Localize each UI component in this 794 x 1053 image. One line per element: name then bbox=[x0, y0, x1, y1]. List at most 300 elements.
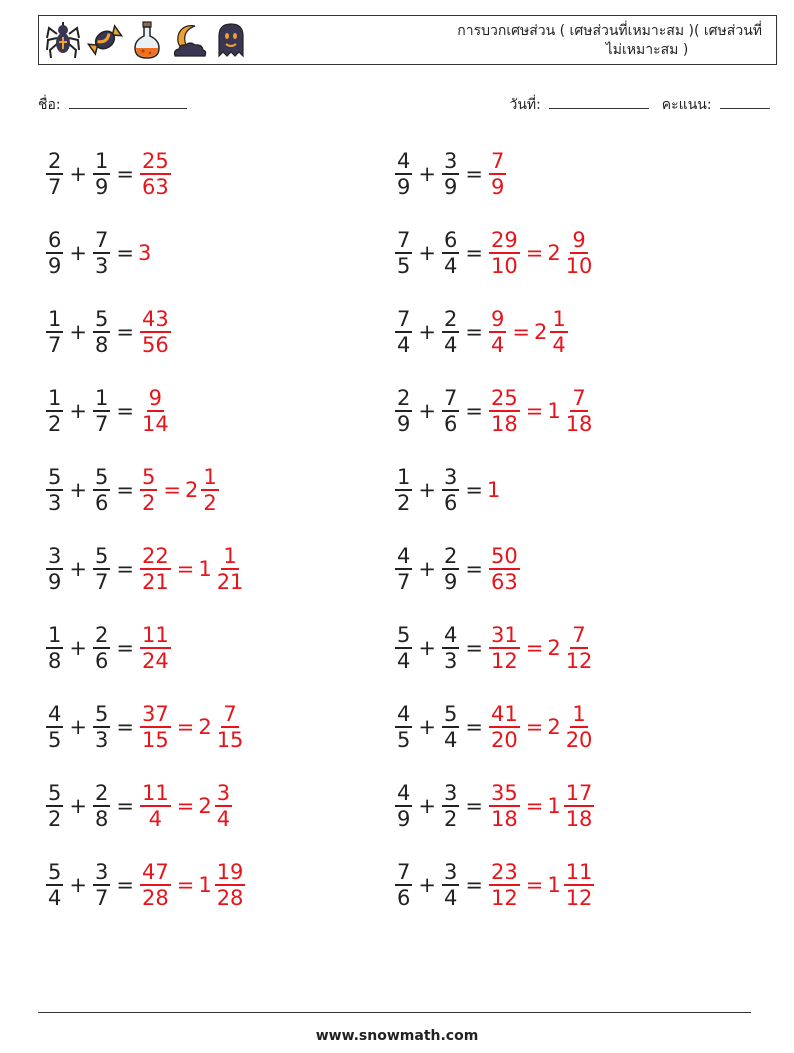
numerator: 2 bbox=[94, 781, 109, 805]
mixed-whole: 1 bbox=[547, 873, 561, 897]
addend-fraction bbox=[46, 781, 63, 831]
addend-fraction bbox=[46, 307, 63, 357]
denominator: 9 bbox=[48, 254, 62, 278]
numerator: 19 bbox=[216, 860, 244, 884]
denominator: 3 bbox=[94, 254, 109, 278]
denominator: 9 bbox=[397, 412, 411, 436]
addend-fraction bbox=[46, 860, 63, 910]
plus-sign: + bbox=[418, 873, 436, 897]
numerator: 1 bbox=[572, 702, 586, 726]
numerator: 1 bbox=[48, 307, 62, 331]
plus-sign: + bbox=[69, 241, 87, 265]
addend-fraction bbox=[442, 623, 459, 673]
denominator: 9 bbox=[48, 570, 62, 594]
answer-fraction bbox=[140, 465, 157, 515]
numerator: 23 bbox=[490, 860, 518, 884]
numerator: 1 bbox=[552, 307, 566, 331]
denominator: 2 bbox=[203, 491, 217, 515]
equals-sign: = bbox=[116, 873, 134, 897]
title-line-1: การบวกเศษส่วน ( เศษส่วนที่เหมาะสม )( เศษส่วนที่ bbox=[457, 23, 762, 39]
numerator: 11 bbox=[565, 860, 593, 884]
problem-item bbox=[44, 697, 247, 757]
denominator: 15 bbox=[141, 728, 169, 752]
denominator: 9 bbox=[397, 175, 411, 199]
numerator: 1 bbox=[48, 623, 62, 647]
addend-fraction bbox=[93, 307, 110, 357]
addend-fraction bbox=[442, 544, 459, 594]
addend-fraction bbox=[395, 860, 412, 910]
score-label: คะแนน: bbox=[661, 97, 712, 113]
worksheet-header bbox=[38, 15, 777, 65]
numerator: 5 bbox=[48, 465, 62, 489]
equals-sign: = bbox=[176, 557, 195, 581]
numerator: 5 bbox=[94, 465, 109, 489]
denominator: 4 bbox=[443, 886, 458, 910]
numerator: 1 bbox=[94, 149, 109, 173]
equals-sign: = bbox=[465, 162, 483, 186]
addend-fraction bbox=[395, 544, 412, 594]
numerator: 5 bbox=[94, 544, 109, 568]
numerator: 1 bbox=[397, 465, 411, 489]
numerator: 7 bbox=[572, 386, 586, 410]
score-blank[interactable] bbox=[720, 94, 770, 109]
addend-fraction bbox=[93, 228, 110, 278]
numerator: 3 bbox=[94, 860, 109, 884]
problem-item bbox=[393, 855, 596, 915]
addend-fraction bbox=[442, 386, 459, 436]
numerator: 11 bbox=[141, 781, 169, 805]
plus-sign: + bbox=[418, 320, 436, 344]
plus-sign: + bbox=[69, 399, 87, 423]
numerator: 2 bbox=[443, 307, 458, 331]
denominator: 7 bbox=[48, 333, 62, 357]
plus-sign: + bbox=[69, 794, 87, 818]
denominator: 8 bbox=[48, 649, 62, 673]
denominator: 4 bbox=[216, 807, 231, 831]
mixed-whole: 1 bbox=[547, 794, 561, 818]
answer-whole: 1 bbox=[486, 478, 501, 502]
denominator: 9 bbox=[94, 175, 109, 199]
equals-sign: = bbox=[512, 320, 530, 344]
numerator: 2 bbox=[48, 149, 62, 173]
mixed-fraction bbox=[564, 702, 595, 752]
footer-url: www.snowmath.com bbox=[315, 1028, 479, 1044]
mixed-fraction bbox=[564, 623, 595, 673]
denominator: 6 bbox=[94, 649, 109, 673]
mixed-whole: 1 bbox=[198, 557, 212, 581]
answer-fraction bbox=[489, 860, 520, 910]
mixed-whole: 2 bbox=[198, 794, 212, 818]
plus-sign: + bbox=[418, 794, 436, 818]
mixed-fraction bbox=[564, 386, 595, 436]
addend-fraction bbox=[442, 781, 459, 831]
answer-fraction bbox=[140, 307, 171, 357]
answer-fraction bbox=[140, 623, 171, 673]
moon-cloud-icon bbox=[171, 20, 207, 60]
addend-fraction bbox=[46, 465, 63, 515]
denominator: 63 bbox=[490, 570, 518, 594]
numerator: 3 bbox=[216, 781, 231, 805]
numerator: 25 bbox=[141, 149, 169, 173]
numerator: 37 bbox=[141, 702, 169, 726]
worksheet-title bbox=[392, 22, 762, 60]
equals-sign: = bbox=[465, 399, 483, 423]
equals-sign: = bbox=[116, 715, 134, 739]
numerator: 5 bbox=[443, 702, 458, 726]
mixed-fraction bbox=[215, 544, 246, 594]
addend-fraction bbox=[93, 544, 110, 594]
problem-item bbox=[393, 302, 570, 362]
denominator: 20 bbox=[490, 728, 518, 752]
equals-sign: = bbox=[116, 320, 134, 344]
numerator: 4 bbox=[397, 544, 411, 568]
denominator: 8 bbox=[94, 807, 109, 831]
addend-fraction bbox=[93, 386, 110, 436]
numerator: 6 bbox=[443, 228, 458, 252]
numerator: 4 bbox=[397, 781, 411, 805]
addend-fraction bbox=[93, 465, 110, 515]
denominator: 12 bbox=[565, 886, 593, 910]
addend-fraction bbox=[442, 860, 459, 910]
title-line-2: ไม่เหมาะสม ) bbox=[605, 42, 689, 58]
mixed-whole: 2 bbox=[184, 478, 199, 502]
numerator: 7 bbox=[443, 386, 458, 410]
plus-sign: + bbox=[418, 478, 436, 502]
addend-fraction bbox=[442, 307, 459, 357]
problem-item bbox=[393, 539, 522, 599]
numerator: 50 bbox=[490, 544, 518, 568]
denominator: 5 bbox=[397, 728, 411, 752]
numerator: 3 bbox=[443, 781, 458, 805]
numerator: 3 bbox=[443, 149, 458, 173]
addend-fraction bbox=[395, 149, 412, 199]
numerator: 7 bbox=[397, 307, 411, 331]
answer-fraction bbox=[489, 623, 520, 673]
numerator: 5 bbox=[141, 465, 156, 489]
addend-fraction bbox=[395, 307, 412, 357]
addend-fraction bbox=[395, 386, 412, 436]
addend-fraction bbox=[395, 623, 412, 673]
numerator: 35 bbox=[490, 781, 518, 805]
plus-sign: + bbox=[418, 241, 436, 265]
answer-fraction bbox=[489, 149, 506, 199]
denominator: 18 bbox=[490, 807, 518, 831]
denominator: 2 bbox=[443, 807, 458, 831]
addend-fraction bbox=[93, 149, 110, 199]
numerator: 22 bbox=[141, 544, 169, 568]
denominator: 8 bbox=[94, 333, 109, 357]
denominator: 4 bbox=[443, 254, 458, 278]
numerator: 25 bbox=[490, 386, 518, 410]
equals-sign: = bbox=[525, 715, 544, 739]
denominator: 9 bbox=[490, 175, 505, 199]
mixed-whole: 1 bbox=[198, 873, 212, 897]
denominator: 2 bbox=[48, 412, 62, 436]
plus-sign: + bbox=[418, 715, 436, 739]
numerator: 6 bbox=[48, 228, 62, 252]
mixed-whole: 2 bbox=[547, 241, 561, 265]
problem-item bbox=[44, 539, 247, 599]
numerator: 41 bbox=[490, 702, 518, 726]
numerator: 47 bbox=[141, 860, 169, 884]
equals-sign: = bbox=[465, 636, 483, 660]
numerator: 3 bbox=[48, 544, 62, 568]
answer-fraction bbox=[140, 149, 171, 199]
equals-sign: = bbox=[176, 715, 195, 739]
date-blank[interactable] bbox=[549, 94, 649, 109]
denominator: 2 bbox=[48, 807, 62, 831]
denominator: 7 bbox=[94, 886, 109, 910]
equals-sign: = bbox=[116, 636, 134, 660]
answer-fraction bbox=[489, 544, 520, 594]
mixed-fraction bbox=[564, 781, 595, 831]
problem-item bbox=[44, 776, 234, 836]
denominator: 6 bbox=[443, 491, 458, 515]
numerator: 17 bbox=[565, 781, 593, 805]
numerator: 11 bbox=[141, 623, 169, 647]
addend-fraction bbox=[395, 702, 412, 752]
mixed-whole: 1 bbox=[547, 399, 561, 423]
equals-sign: = bbox=[465, 873, 483, 897]
denominator: 12 bbox=[565, 649, 593, 673]
numerator: 43 bbox=[141, 307, 169, 331]
numerator: 7 bbox=[490, 149, 505, 173]
numerator: 4 bbox=[443, 623, 458, 647]
mixed-whole: 2 bbox=[547, 715, 561, 739]
denominator: 7 bbox=[94, 412, 109, 436]
numerator: 4 bbox=[397, 702, 411, 726]
addend-fraction bbox=[46, 544, 63, 594]
denominator: 10 bbox=[490, 254, 518, 278]
denominator: 21 bbox=[216, 570, 244, 594]
denominator: 4 bbox=[397, 333, 411, 357]
potion-icon bbox=[129, 20, 165, 60]
answer-fraction bbox=[489, 307, 506, 357]
numerator: 7 bbox=[94, 228, 109, 252]
denominator: 63 bbox=[141, 175, 169, 199]
numerator: 1 bbox=[223, 544, 237, 568]
denominator: 7 bbox=[94, 570, 109, 594]
equals-sign: = bbox=[465, 320, 483, 344]
problem-item bbox=[393, 776, 596, 836]
denominator: 20 bbox=[565, 728, 593, 752]
plus-sign: + bbox=[69, 478, 87, 502]
numerator: 5 bbox=[48, 860, 62, 884]
problem-item bbox=[44, 144, 173, 204]
numerator: 5 bbox=[397, 623, 411, 647]
denominator: 4 bbox=[148, 807, 163, 831]
answer-fraction bbox=[140, 702, 171, 752]
mixed-whole: 2 bbox=[198, 715, 212, 739]
plus-sign: + bbox=[418, 636, 436, 660]
numerator: 4 bbox=[397, 149, 411, 173]
numerator: 31 bbox=[490, 623, 518, 647]
denominator: 56 bbox=[141, 333, 169, 357]
answer-fraction bbox=[140, 386, 171, 436]
equals-sign: = bbox=[116, 241, 134, 265]
denominator: 9 bbox=[443, 570, 458, 594]
answer-fraction bbox=[140, 544, 171, 594]
denominator: 18 bbox=[565, 412, 593, 436]
problem-item bbox=[393, 144, 508, 204]
equals-sign: = bbox=[525, 873, 544, 897]
plus-sign: + bbox=[418, 162, 436, 186]
problem-item bbox=[44, 381, 173, 441]
mixed-fraction bbox=[550, 307, 567, 357]
numerator: 7 bbox=[223, 702, 237, 726]
problem-item bbox=[44, 302, 173, 362]
numerator: 7 bbox=[397, 860, 411, 884]
addend-fraction bbox=[46, 623, 63, 673]
denominator: 6 bbox=[443, 412, 458, 436]
denominator: 2 bbox=[141, 491, 156, 515]
equals-sign: = bbox=[116, 162, 134, 186]
addend-fraction bbox=[93, 623, 110, 673]
numerator: 7 bbox=[572, 623, 586, 647]
equals-sign: = bbox=[176, 873, 195, 897]
equals-sign: = bbox=[465, 794, 483, 818]
denominator: 14 bbox=[141, 412, 169, 436]
answer-fraction bbox=[489, 702, 520, 752]
denominator: 4 bbox=[490, 333, 505, 357]
addend-fraction bbox=[442, 465, 459, 515]
addend-fraction bbox=[442, 702, 459, 752]
plus-sign: + bbox=[69, 873, 87, 897]
problem-item bbox=[44, 223, 151, 283]
numerator: 9 bbox=[148, 386, 163, 410]
problem-item bbox=[393, 697, 596, 757]
plus-sign: + bbox=[69, 162, 87, 186]
mixed-fraction bbox=[564, 860, 595, 910]
equals-sign: = bbox=[465, 478, 483, 502]
plus-sign: + bbox=[69, 557, 87, 581]
numerator: 2 bbox=[94, 623, 109, 647]
problem-item bbox=[44, 855, 247, 915]
equals-sign: = bbox=[176, 794, 195, 818]
denominator: 12 bbox=[490, 649, 518, 673]
answer-fraction bbox=[489, 386, 520, 436]
denominator: 9 bbox=[397, 807, 411, 831]
answer-fraction bbox=[140, 860, 171, 910]
denominator: 7 bbox=[397, 570, 411, 594]
addend-fraction bbox=[395, 465, 412, 515]
denominator: 24 bbox=[141, 649, 169, 673]
equals-sign: = bbox=[525, 399, 544, 423]
numerator: 29 bbox=[490, 228, 518, 252]
answer-whole: 3 bbox=[137, 241, 152, 265]
equals-sign: = bbox=[116, 794, 134, 818]
denominator: 6 bbox=[397, 886, 411, 910]
addend-fraction bbox=[395, 781, 412, 831]
numerator: 5 bbox=[94, 702, 109, 726]
equals-sign: = bbox=[465, 715, 483, 739]
denominator: 5 bbox=[48, 728, 62, 752]
numerator: 5 bbox=[94, 307, 109, 331]
denominator: 9 bbox=[443, 175, 458, 199]
plus-sign: + bbox=[69, 715, 87, 739]
denominator: 3 bbox=[48, 491, 62, 515]
problem-item bbox=[393, 223, 596, 283]
numerator: 3 bbox=[443, 860, 458, 884]
problem-item bbox=[393, 618, 596, 678]
answer-fraction bbox=[489, 228, 520, 278]
addend-fraction bbox=[442, 149, 459, 199]
denominator: 28 bbox=[141, 886, 169, 910]
denominator: 28 bbox=[216, 886, 244, 910]
problem-item bbox=[393, 381, 596, 441]
numerator: 2 bbox=[443, 544, 458, 568]
mixed-fraction bbox=[564, 228, 595, 278]
numerator: 2 bbox=[397, 386, 411, 410]
addend-fraction bbox=[46, 149, 63, 199]
name-blank[interactable] bbox=[69, 94, 187, 109]
numerator: 4 bbox=[48, 702, 62, 726]
numerator: 1 bbox=[94, 386, 109, 410]
denominator: 5 bbox=[397, 254, 411, 278]
denominator: 21 bbox=[141, 570, 169, 594]
denominator: 4 bbox=[397, 649, 411, 673]
denominator: 15 bbox=[216, 728, 244, 752]
mixed-fraction bbox=[215, 860, 246, 910]
addend-fraction bbox=[442, 228, 459, 278]
plus-sign: + bbox=[418, 399, 436, 423]
denominator: 12 bbox=[490, 886, 518, 910]
denominator: 6 bbox=[94, 491, 109, 515]
name-field bbox=[38, 94, 187, 116]
mixed-fraction bbox=[215, 702, 246, 752]
addend-fraction bbox=[46, 702, 63, 752]
denominator: 10 bbox=[565, 254, 593, 278]
numerator: 9 bbox=[572, 228, 586, 252]
equals-sign: = bbox=[116, 399, 134, 423]
numerator: 7 bbox=[397, 228, 411, 252]
addend-fraction bbox=[93, 860, 110, 910]
numerator: 1 bbox=[203, 465, 217, 489]
addend-fraction bbox=[93, 781, 110, 831]
equals-sign: = bbox=[465, 557, 483, 581]
equals-sign: = bbox=[116, 557, 134, 581]
header-icons bbox=[45, 20, 249, 60]
numerator: 5 bbox=[48, 781, 62, 805]
equals-sign: = bbox=[116, 478, 134, 502]
numerator: 1 bbox=[48, 386, 62, 410]
mixed-fraction bbox=[201, 465, 218, 515]
addend-fraction bbox=[46, 386, 63, 436]
denominator: 4 bbox=[552, 333, 566, 357]
denominator: 18 bbox=[490, 412, 518, 436]
footer-divider bbox=[38, 1012, 751, 1013]
problem-item bbox=[44, 460, 221, 520]
numerator: 3 bbox=[443, 465, 458, 489]
ghost-icon bbox=[213, 20, 249, 60]
mixed-fraction bbox=[215, 781, 232, 831]
date-score-fields bbox=[509, 94, 770, 116]
mixed-whole: 2 bbox=[547, 636, 561, 660]
plus-sign: + bbox=[69, 636, 87, 660]
addend-fraction bbox=[46, 228, 63, 278]
problem-item bbox=[44, 618, 173, 678]
answer-fraction bbox=[140, 781, 171, 831]
equals-sign: = bbox=[525, 794, 544, 818]
date-label: วันที่: bbox=[509, 97, 541, 113]
candy-icon bbox=[87, 20, 123, 60]
plus-sign: + bbox=[418, 557, 436, 581]
name-label: ชื่อ: bbox=[38, 97, 61, 113]
denominator: 4 bbox=[443, 728, 458, 752]
denominator: 4 bbox=[443, 333, 458, 357]
equals-sign: = bbox=[525, 241, 544, 265]
denominator: 2 bbox=[397, 491, 411, 515]
